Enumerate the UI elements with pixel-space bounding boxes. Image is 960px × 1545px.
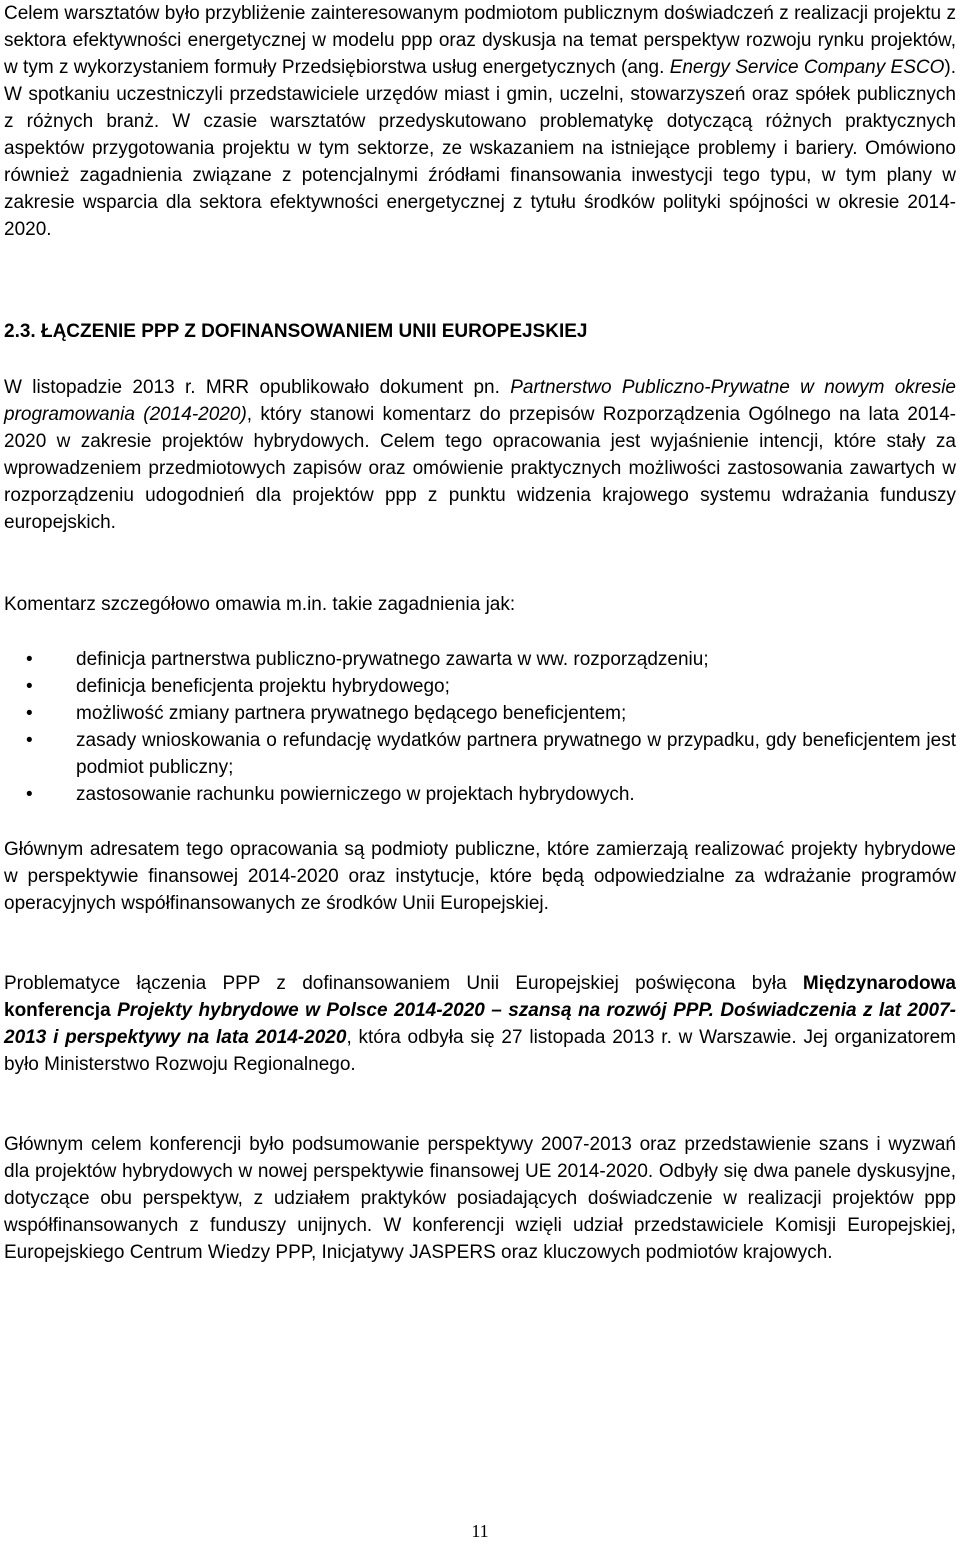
paragraph-workshop-summary — [4, 0, 956, 243]
topics-bullet-list — [4, 646, 956, 808]
list-item: • zastosowanie rachunku powierniczego w projektach hybrydowych. — [4, 781, 956, 808]
section-heading: 2.3. ŁĄCZENIE PPP Z DOFINANSOWANIEM UNII EUROPEJSKIEJ — [4, 321, 588, 342]
document-title-italic: Partnerstwo Publiczno-Prywatne w nowym okresie programowania (2014-2020) — [4, 377, 956, 425]
list-item: • definicja beneficjenta projektu hybrydowego; — [4, 673, 956, 700]
page-number: 11 — [471, 1521, 489, 1541]
paragraph-conference — [4, 970, 956, 1078]
paragraph-text: , który stanowi komentarz do przepisów Rozporządzenia Ogólnego na lata 2014-2020 w zakresie projektów hybrydowych. Celem tego opracowania jest wyjaśnienie intencji, które stały za wprowadzeniem przedmiotowych zapisów oraz omówienie praktycznych możliwości zastosowania zawartych w rozporządzeniu udogodnień dla projektów ppp z punktu widzenia krajowego systemu wdrażania funduszy europejskich. — [4, 404, 956, 533]
paragraph-mrr-document — [4, 374, 956, 536]
paragraph-italic-term: Energy Service Company ESCO — [669, 57, 945, 78]
list-item: • definicja partnerstwa publiczno-prywatnego zawarta w ww. rozporządzeniu; — [4, 646, 956, 673]
paragraph-list-intro: Komentarz szczegółowo omawia m.in. takie zagadnienia jak: — [4, 594, 516, 615]
paragraph-text: , która odbyła się 27 listopada 2013 r. w Warszawie. Jej organizatorem było Ministerstwo Rozwoju Regionalnego. — [4, 1027, 956, 1075]
list-item: • zasady wnioskowania o refundację wydatków partnera prywatnego w przypadku, gdy beneficjentem jest podmiot publiczny; — [4, 727, 956, 781]
conference-title-bold-italic: Projekty hybrydowe w Polsce 2014-2020 – szansą na rozwój PPP. Doświadczenia z lat 2007-2013 i perspektywy na lata 2014-2020 — [4, 1000, 957, 1048]
paragraph-text: W listopadzie 2013 r. MRR opublikowało dokument pn. — [4, 377, 511, 398]
paragraph-conference-goal: Głównym celem konferencji było podsumowanie perspektywy 2007-2013 oraz przedstawienie szans i wyzwań dla projektów hybrydowych w nowej perspektywie finansowej UE 2014-2020. Odbyły się dwa panele dyskusyjne, dotyczące obu perspektyw, z udziałem praktyków posiadających doświadczenie w realizacji projektów ppp współfinansowanych z funduszy unijnych. W konferencji wzięli udział przedstawiciele Komisji Europejskiej, Europejskiego Centrum Wiedzy PPP, Inicjatywy JASPERS oraz kluczowych podmiotów krajowych. — [4, 1134, 956, 1263]
paragraph-text: Problematyce łączenia PPP z dofinansowaniem Unii Europejskiej poświęcona była — [4, 973, 803, 994]
conference-label-bold: Międzynarodowa konferencja — [4, 973, 956, 1021]
paragraph-text: Celem warsztatów było przybliżenie zainteresowanym podmiotom publicznym doświadczeń z realizacji projektu z sektora efektywności energetycznej w modelu ppp oraz dyskusja na temat perspektyw rozwoju rynku projektów, w tym z wykorzystaniem formuły Przedsiębiorstwa usług energetycznych (ang. — [4, 3, 956, 78]
paragraph-text: ). W spotkaniu uczestniczyli przedstawiciele urzędów miast i gmin, uczelni, stowarzyszeń oraz spółek publicznych z różnych branż. W czasie warsztatów przedyskutowano problematykę dotyczącą różnych praktycznych aspektów przygotowania projektu w tym sektorze, ze wskazaniem na istniejące problemy i bariery. Omówiono również zagadnienia związane z potencjalnymi źródłami finansowania inwestycji tego typu, w tym plany w zakresie wsparcia dla sektora efektywności energetycznej z tytułu środków polityki spójności w okresie 2014-2020. — [4, 57, 956, 240]
list-item: • możliwość zmiany partnera prywatnego będącego beneficjentem; — [4, 700, 956, 727]
paragraph-audience: Głównym adresatem tego opracowania są podmioty publiczne, które zamierzają realizować projekty hybrydowe w perspektywie finansowej 2014-2020 oraz instytucje, które będą odpowiedzialne za wdrażanie programów operacyjnych współfinansowanych ze środków Unii Europejskiej. — [4, 839, 956, 914]
